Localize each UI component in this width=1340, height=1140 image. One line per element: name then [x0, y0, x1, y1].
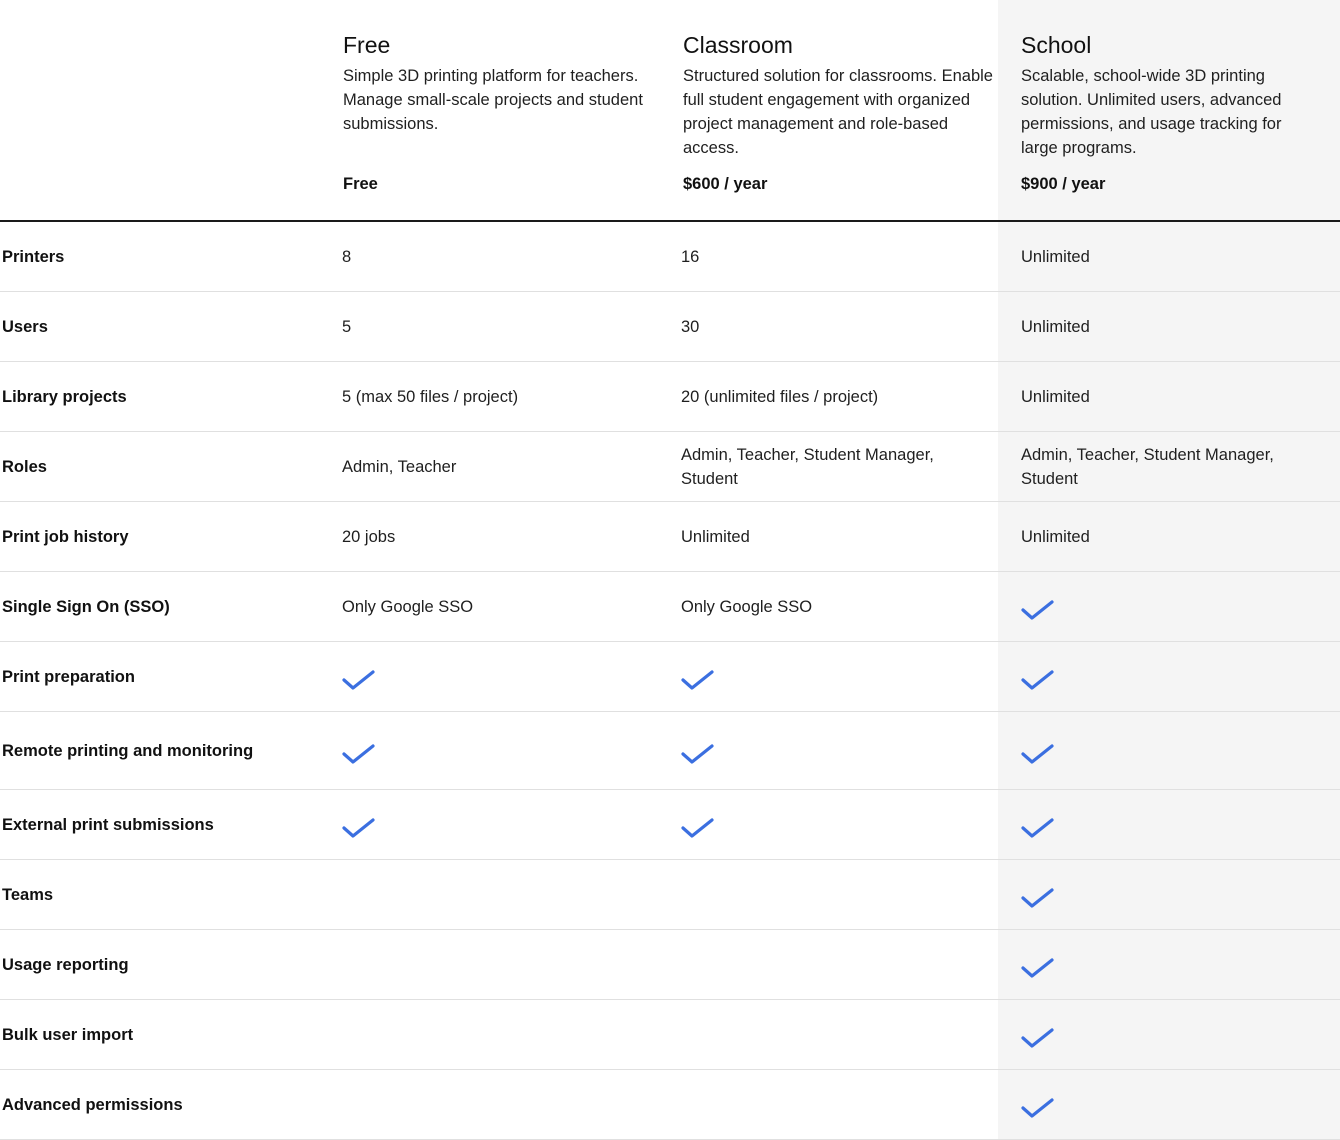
- plan-price: $600 / year: [683, 175, 768, 193]
- feature-value-classroom: [681, 930, 981, 999]
- feature-value-school: [1021, 642, 1321, 711]
- feature-value-free: [342, 1070, 662, 1139]
- feature-value-classroom: [681, 860, 981, 929]
- feature-value-school: Unlimited: [1021, 387, 1090, 406]
- feature-label: Bulk user import: [2, 1025, 134, 1044]
- check-icon: [1021, 669, 1055, 693]
- plan-description: Simple 3D printing platform for teachers. Manage small-scale projects and student submissions.: [343, 67, 643, 133]
- feature-row: [0, 222, 1340, 292]
- feature-comparison-table: [0, 222, 1340, 1140]
- feature-label: External print submissions: [2, 815, 214, 834]
- check-icon: [1021, 1027, 1055, 1051]
- feature-label: Print job history: [2, 527, 129, 546]
- feature-value-free: [342, 930, 662, 999]
- feature-row: [0, 1000, 1340, 1070]
- plan-school: [1021, 30, 1321, 193]
- feature-label: Users: [2, 317, 48, 336]
- feature-row: [0, 572, 1340, 642]
- feature-label: Print preparation: [2, 667, 135, 686]
- feature-value-school: [1021, 930, 1321, 999]
- feature-row: [0, 930, 1340, 1000]
- feature-row: [0, 1070, 1340, 1140]
- check-icon: [681, 817, 715, 841]
- feature-value-free: [342, 860, 662, 929]
- feature-row: [0, 362, 1340, 432]
- feature-value-classroom: [681, 642, 981, 711]
- feature-value-school: Unlimited: [1021, 247, 1090, 266]
- feature-value-free: [342, 1000, 662, 1069]
- plan-name: Free: [343, 32, 391, 58]
- feature-value-classroom: [681, 712, 981, 789]
- plan-description: Structured solution for classrooms. Enable full student engagement with organized project management and role-based access.: [683, 67, 993, 157]
- check-icon: [1021, 599, 1055, 623]
- feature-value-school: [1021, 712, 1321, 789]
- feature-value-school: [1021, 860, 1321, 929]
- feature-value-free: 8: [342, 247, 352, 266]
- feature-value-free: 5: [342, 317, 352, 336]
- check-icon: [1021, 743, 1055, 767]
- plan-price: Free: [343, 175, 378, 193]
- check-icon: [1021, 887, 1055, 911]
- feature-value-school: [1021, 572, 1321, 641]
- check-icon: [681, 669, 715, 693]
- feature-value-free: [342, 642, 662, 711]
- feature-label: Single Sign On (SSO): [2, 597, 170, 616]
- check-icon: [681, 743, 715, 767]
- check-icon: [342, 669, 376, 693]
- plan-classroom: [683, 30, 1001, 193]
- plan-price: $900 / year: [1021, 175, 1106, 193]
- feature-value-classroom: 30: [681, 317, 700, 336]
- check-icon: [1021, 817, 1055, 841]
- check-icon: [342, 743, 376, 767]
- plan-free: [343, 30, 661, 193]
- feature-value-classroom: [681, 790, 981, 859]
- feature-row: [0, 712, 1340, 790]
- feature-row: [0, 432, 1340, 502]
- feature-row: [0, 502, 1340, 572]
- feature-value-free: Admin, Teacher: [342, 457, 457, 476]
- feature-value-school: Unlimited: [1021, 317, 1090, 336]
- feature-value-classroom: [681, 1000, 981, 1069]
- feature-row: [0, 292, 1340, 362]
- feature-value-school: [1021, 1000, 1321, 1069]
- feature-value-classroom: 20 (unlimited files / project): [681, 387, 879, 406]
- check-icon: [342, 817, 376, 841]
- feature-label: Usage reporting: [2, 955, 129, 974]
- feature-value-classroom: Only Google SSO: [681, 597, 813, 616]
- feature-value-classroom: Admin, Teacher, Student Manager, Student: [681, 445, 934, 488]
- feature-label: Roles: [2, 457, 47, 476]
- plan-description: Scalable, school-wide 3D printing solution. Unlimited users, advanced permissions, and usage tracking for large programs.: [1021, 67, 1282, 157]
- feature-row: [0, 642, 1340, 712]
- feature-value-free: 5 (max 50 files / project): [342, 387, 519, 406]
- feature-row: [0, 860, 1340, 930]
- feature-value-free: 20 jobs: [342, 527, 396, 546]
- plans-header: [0, 0, 1340, 222]
- feature-label: Printers: [2, 247, 65, 266]
- feature-label: Library projects: [2, 387, 127, 406]
- plan-name: Classroom: [683, 32, 793, 58]
- feature-label: Remote printing and monitoring: [2, 741, 254, 760]
- feature-value-school: Admin, Teacher, Student Manager, Student: [1021, 445, 1274, 488]
- feature-value-classroom: [681, 1070, 981, 1139]
- feature-value-classroom: Unlimited: [681, 527, 750, 546]
- feature-value-school: [1021, 1070, 1321, 1139]
- feature-value-free: [342, 712, 662, 789]
- plan-name: School: [1021, 32, 1092, 58]
- feature-value-school: Unlimited: [1021, 527, 1090, 546]
- feature-value-free: [342, 790, 662, 859]
- check-icon: [1021, 1097, 1055, 1121]
- check-icon: [1021, 957, 1055, 981]
- feature-value-school: [1021, 790, 1321, 859]
- feature-value-classroom: 16: [681, 247, 700, 266]
- feature-label: Teams: [2, 885, 54, 904]
- feature-label: Advanced permissions: [2, 1095, 183, 1114]
- feature-value-free: Only Google SSO: [342, 597, 474, 616]
- feature-row: [0, 790, 1340, 860]
